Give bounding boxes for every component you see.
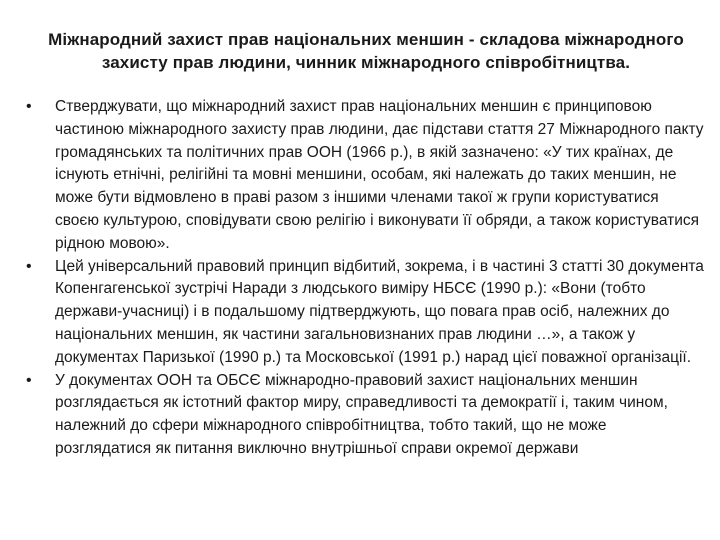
bullet-text: Цей універсальний правовий принцип відбитий, зокрема, і в частині 3 статті 30 документа Копенгагенської зустрічі Наради з людського виміру НБСЄ (1990 р.): «Вони (тобто держави-учасниці) і в подальшому підтверджують, що повага прав осіб, належних до національних меншин, як частини загальновизнаних прав людини …», а також у документах Паризької (1990 р.) та Московської (1991 р.) нарад цієї поважної організації. <box>55 257 704 366</box>
bullet-text: У документах ООН та ОБСЄ міжнародно-правовий захист національних меншин розглядається як істотний фактор миру, справедливості та демократії і, таким чином, належний до сфери міжнародного співробітництва, тобто такий, що не може розглядатися як питання виключно внутрішньої справи окремої держави <box>55 371 668 457</box>
bullet-text: Стверджувати, що міжнародний захист прав національних меншин є принциповою частиною міжнародного захисту прав людини, дає підстави стаття 27 Міжнародного пакту громадянських та політичних прав ООН (1966 р.), в якій зазначено: «У тих країнах, де існують етнічні, релігійні та мовні меншини, особам, які належать до таких меншин, не може бути відмовлено в праві разом з іншими членами такої ж групи користуватися своєю культурою, сповідувати свою релігію і виконувати її обряди, а також користуватися рідною мовою». <box>55 98 704 252</box>
bullet-dot-icon: • <box>26 98 32 115</box>
bullet-list <box>0 96 720 461</box>
bullet-dot-icon: • <box>26 371 32 389</box>
slide-title: Міжнародний захист прав національних меншин - складова міжнародного захисту прав людини, чинник міжнародного співробітництва. <box>48 30 684 72</box>
bullet-dot-icon: • <box>26 257 32 275</box>
bullet-item <box>0 256 720 370</box>
bullet-item <box>0 96 720 256</box>
bullet-item <box>0 370 720 461</box>
